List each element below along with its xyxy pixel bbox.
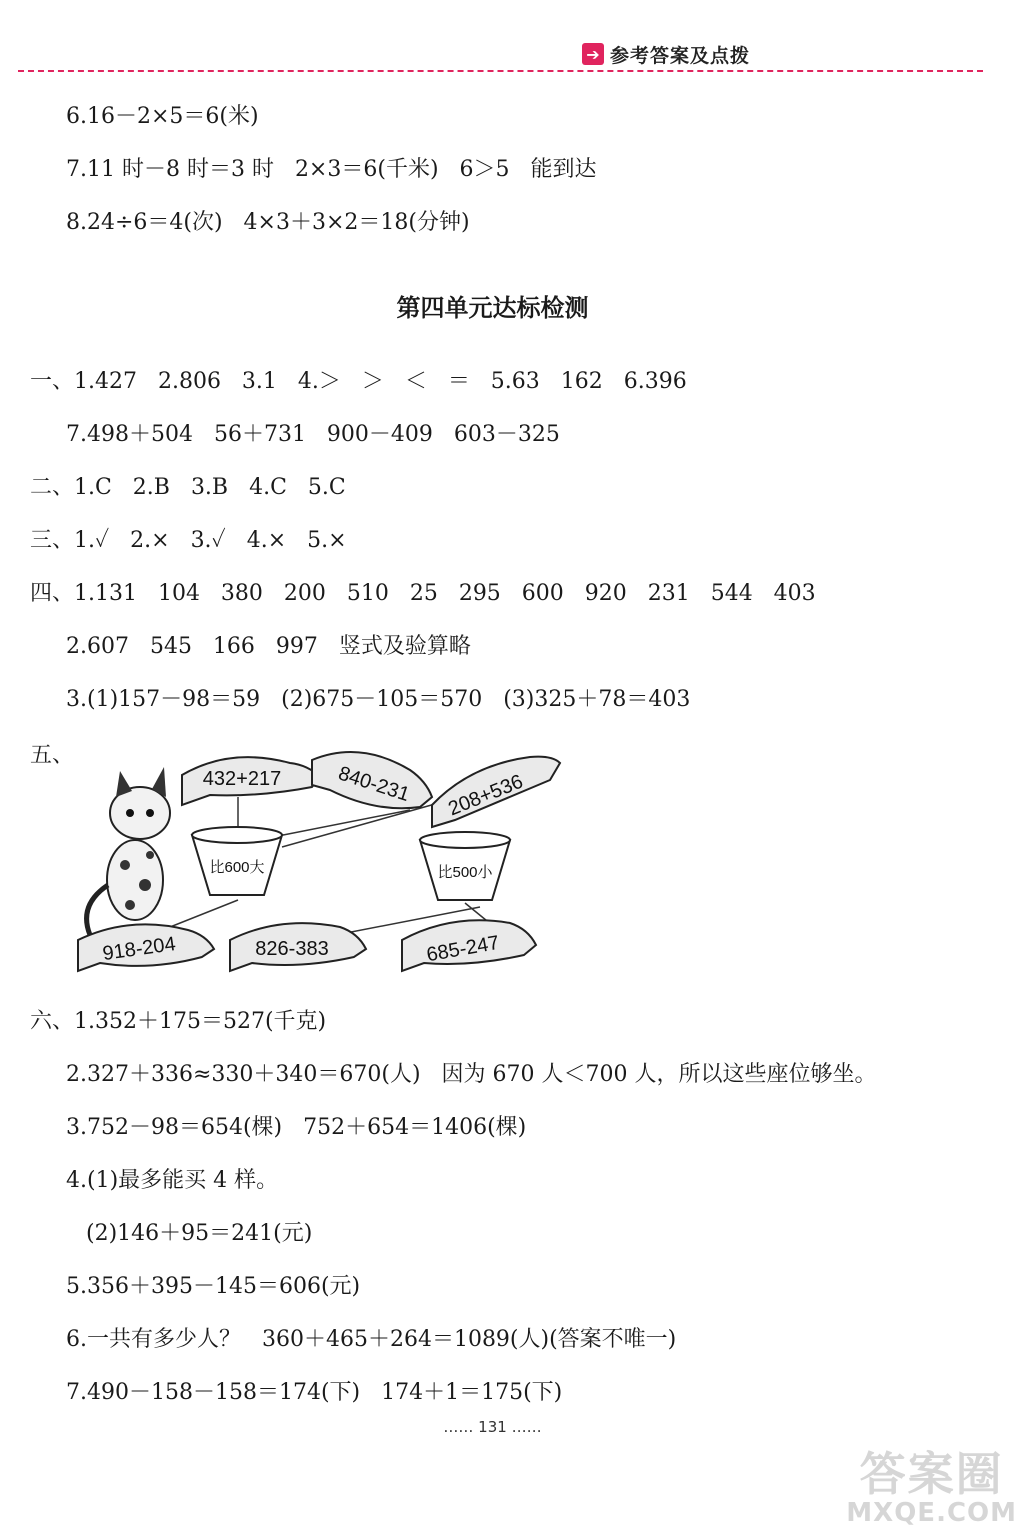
cat-illustration bbox=[87, 767, 170, 944]
answer-part-5-label: 五、 bbox=[30, 743, 75, 768]
fish-top-3-label: 208+536 bbox=[445, 770, 527, 821]
answer-part-4-3: 3.(1)157－98＝59 (2)675－105＝570 (3)325＋78＝403 bbox=[66, 687, 691, 712]
bowl-smaller-than-500 bbox=[420, 832, 510, 900]
page-number: …… 131 …… bbox=[443, 1418, 542, 1436]
answer-part-3: 三、1.✓ 2.× 3.✓ 4.× 5.× bbox=[30, 528, 347, 553]
fish-top-1 bbox=[182, 757, 320, 805]
answer-part-6-7: 7.490－158－158＝174(下) 174＋1＝175(下) bbox=[66, 1380, 563, 1405]
fish-top-1-label: 432+217 bbox=[202, 768, 282, 790]
answer-part-1: 一、1.427 2.806 3.1 4.＞ ＞ ＜ ＝ 5.63 162 6.396 bbox=[30, 369, 687, 394]
answer-part-6-4: 4.(1)最多能买 4 样。 bbox=[66, 1168, 279, 1193]
header-badge bbox=[582, 40, 750, 68]
watermark-text: 答案圈 bbox=[859, 1447, 1004, 1501]
bowl-left-label: 比600大 bbox=[209, 859, 265, 876]
section-title: 第四单元达标检测 bbox=[396, 294, 589, 322]
bowl-right-label: 比500小 bbox=[437, 864, 493, 881]
answer-part-2: 二、1.C 2.B 3.B 4.C 5.C bbox=[30, 475, 346, 500]
answer-part-6: 六、1.352＋175＝527(千克) bbox=[30, 1009, 327, 1034]
answer-part-4: 四、1.131 104 380 200 510 25 295 600 920 231 544 403 bbox=[30, 581, 816, 606]
fish-bottom-1-label: 918-204 bbox=[101, 933, 178, 966]
answer-part-6-4-2: (2)146＋95＝241(元) bbox=[86, 1221, 313, 1246]
answer-part-6-2: 2.327＋336≈330＋340＝670(人) 因为 670 人＜700 人，所以这些座位够坐。 bbox=[66, 1062, 877, 1087]
fish-bottom-3 bbox=[402, 920, 536, 971]
fish-bottom-1 bbox=[78, 924, 214, 971]
header-title: 参考答案及点拨 bbox=[610, 44, 751, 67]
fish-bottom-2 bbox=[230, 923, 366, 971]
fish-bottom-3-label: 685-247 bbox=[424, 931, 502, 967]
watermark-url: MXQE.COM bbox=[846, 1498, 1017, 1528]
answer-part-4-2: 2.607 545 166 997 竖式及验算略 bbox=[66, 634, 471, 659]
answer-part-1-7: 7.498＋504 56＋731 900－409 603－325 bbox=[66, 422, 560, 447]
answer-part-6-3: 3.752－98＝654(棵) 752＋654＝1406(棵) bbox=[66, 1115, 527, 1140]
fish-bottom-2-label: 826-383 bbox=[255, 938, 329, 960]
arrow-right-icon: ➔ bbox=[582, 43, 604, 65]
answer-part-6-6: 6.一共有多少人？ 360＋465＋264＝1089(人)(答案不唯一) bbox=[66, 1327, 677, 1352]
fish-top-3 bbox=[432, 757, 560, 827]
watermark bbox=[846, 1438, 1017, 1528]
bowl-bigger-than-600 bbox=[192, 827, 282, 895]
fish-top-2 bbox=[312, 752, 432, 808]
fish-top-2-label: 840-231 bbox=[335, 762, 413, 807]
header-divider bbox=[18, 70, 983, 72]
fish-bowl-figure bbox=[60, 735, 580, 985]
answer-line-6: 6.16－2×5＝6(米) bbox=[66, 104, 259, 129]
answer-part-6-5: 5.356＋395－145＝606(元) bbox=[66, 1274, 361, 1299]
answer-line-7: 7.11 时－8 时＝3 时 2×3＝6(千米) 6＞5 能到达 bbox=[66, 157, 597, 182]
answer-line-8: 8.24÷6＝4(次) 4×3＋3×2＝18(分钟) bbox=[66, 210, 470, 235]
